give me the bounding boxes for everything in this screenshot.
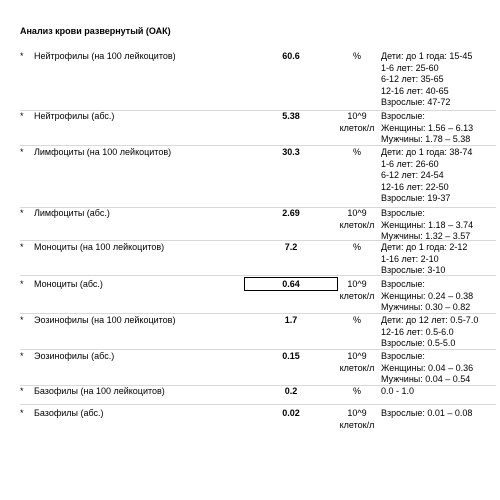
reference-range: Взрослые: Женщины: 0.24 – 0.38 Мужчины: 0.30 – 0.82 xyxy=(381,279,474,312)
test-unit: % xyxy=(352,51,361,61)
row-marker: * xyxy=(20,315,24,325)
row-marker: * xyxy=(20,351,24,361)
reference-range: Дети: до 12 лет: 0.5-7.0 12-16 лет: 0.5-6.0 Взрослые: 0.5-5.0 xyxy=(381,315,479,348)
test-unit: % xyxy=(352,386,361,396)
reference-range: 0.0 - 1.0 xyxy=(381,386,415,396)
test-name: Эозинофилы (на 100 лейкоцитов) xyxy=(34,315,176,325)
test-unit: 10^9 клеток/л xyxy=(339,208,375,230)
result-row-lymphocytes-abs xyxy=(20,208,496,241)
reference-range: Взрослые: 0.01 – 0.08 xyxy=(381,408,473,418)
test-value: 2.69 xyxy=(282,208,300,218)
test-value: 1.7 xyxy=(284,315,298,325)
test-unit: 10^9 клеток/л xyxy=(339,351,375,373)
test-name: Базофилы (на 100 лейкоцитов) xyxy=(34,386,165,396)
reference-range: Взрослые: Женщины: 0.04 – 0.36 Мужчины: 0.04 – 0.54 xyxy=(381,351,474,384)
test-value: 5.38 xyxy=(282,111,300,121)
row-marker: * xyxy=(20,51,24,61)
result-row-neutrophils-pct xyxy=(20,51,496,111)
test-value-highlighted: 0.64 xyxy=(244,277,338,291)
report-title: Анализ крови развернутый (ОАК) xyxy=(20,26,171,36)
reference-range: Взрослые: Женщины: 1.56 – 6.13 Мужчины: 1.78 – 5.38 xyxy=(381,111,474,144)
test-unit: % xyxy=(352,147,361,157)
test-name: Лимфоциты (на 100 лейкоцитов) xyxy=(34,147,172,157)
row-marker: * xyxy=(20,147,24,157)
row-marker: * xyxy=(20,208,24,218)
test-unit: 10^9 клеток/л xyxy=(339,111,375,133)
test-unit: 10^9 клеток/л xyxy=(339,408,375,430)
result-row-neutrophils-abs xyxy=(20,111,496,146)
result-row-eosinophils-pct xyxy=(20,315,496,350)
reference-range: Дети: до 1 года: 38-74 1-6 лет: 26-60 6-12 лет: 24-54 12-16 лет: 22-50 Взрослые: 19-37 xyxy=(381,147,473,203)
reference-range: Дети: до 1 года: 15-45 1-6 лет: 25-60 6-12 лет: 35-65 12-16 лет: 40-65 Взрослые: 47-72 xyxy=(381,51,473,107)
test-unit: % xyxy=(352,242,361,252)
row-marker: * xyxy=(20,279,24,289)
result-row-lymphocytes-pct xyxy=(20,147,496,208)
test-name: Лимфоциты (абс.) xyxy=(34,208,110,218)
test-unit: 10^9 клеток/л xyxy=(339,279,375,301)
reference-range: Взрослые: Женщины: 1.18 – 3.74 Мужчины: 1.32 – 3.57 xyxy=(381,208,474,241)
result-row-monocytes-abs xyxy=(20,279,496,314)
test-value: 7.2 xyxy=(284,242,298,252)
result-row-basophils-abs xyxy=(20,408,496,434)
row-marker: * xyxy=(20,408,24,418)
test-name: Базофилы (абс.) xyxy=(34,408,104,418)
test-unit: % xyxy=(352,315,361,325)
row-marker: * xyxy=(20,111,24,121)
test-value: 0.15 xyxy=(282,351,300,361)
result-row-basophils-pct xyxy=(20,386,496,405)
test-value: 60.6 xyxy=(282,51,300,61)
result-row-eosinophils-abs xyxy=(20,351,496,386)
test-name: Моноциты (на 100 лейкоцитов) xyxy=(34,242,165,252)
test-value: 0.02 xyxy=(282,408,300,418)
test-name: Нейтрофилы (на 100 лейкоцитов) xyxy=(34,51,176,61)
test-name: Нейтрофилы (абс.) xyxy=(34,111,115,121)
result-row-monocytes-pct xyxy=(20,242,496,276)
test-value: 30.3 xyxy=(282,147,300,157)
test-name: Эозинофилы (абс.) xyxy=(34,351,115,361)
reference-range: Дети: до 1 года: 2-12 1-16 лет: 2-10 Взрослые: 3-10 xyxy=(381,242,468,275)
row-marker: * xyxy=(20,386,24,396)
test-name: Моноциты (абс.) xyxy=(34,279,103,289)
row-marker: * xyxy=(20,242,24,252)
test-value: 0.2 xyxy=(284,386,298,396)
